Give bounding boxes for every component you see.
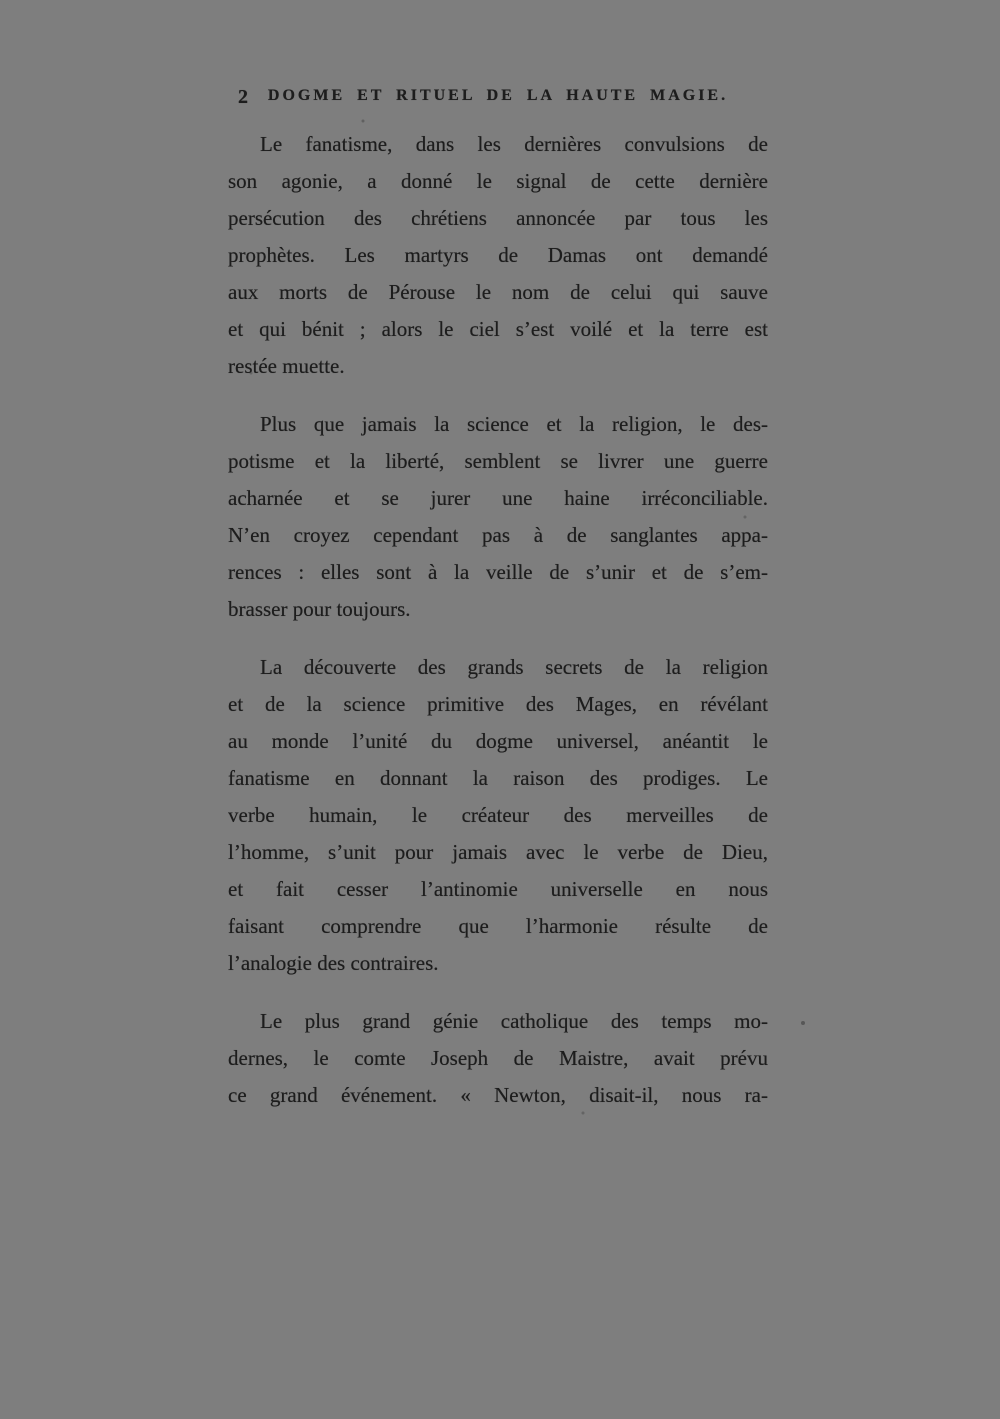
running-title: DOGME ET RITUEL DE LA HAUTE MAGIE. — [267, 87, 729, 104]
text-line: potisme et la liberté, semblent se livrer une guerre — [228, 449, 768, 473]
text-line: verbe humain, le créateur des merveilles de — [228, 803, 768, 827]
text-line: et fait cesser l’antinomie universelle en nous — [228, 877, 768, 901]
text-line: acharnée et se jurer une haine irréconciliable. — [228, 486, 768, 510]
text-line: brasser pour toujours. — [228, 597, 411, 621]
text-line: au monde l’unité du dogme universel, anéantit le — [228, 729, 768, 753]
text-line: Le fanatisme, dans les dernières convulsions de — [260, 132, 768, 156]
text-line: Le plus grand génie catholique des temps mo- — [260, 1009, 768, 1033]
text-line: et de la science primitive des Mages, en révélant — [228, 692, 768, 716]
text-line: aux morts de Pérouse le nom de celui qui sauve — [228, 280, 768, 304]
text-line: dernes, le comte Joseph de Maistre, avait prévu — [228, 1046, 768, 1070]
text-line: persécution des chrétiens annoncée par tous les — [228, 206, 768, 230]
page-header — [228, 84, 768, 112]
page-number: 2 — [238, 86, 248, 108]
body-text — [228, 126, 768, 1135]
text-line: La découverte des grands secrets de la religion — [260, 655, 768, 679]
text-line: fanatisme en donnant la raison des prodiges. Le — [228, 766, 768, 790]
text-line: faisant comprendre que l’harmonie résulte de — [228, 914, 768, 938]
text-line: N’en croyez cependant pas à de sanglantes appa- — [228, 523, 768, 547]
text-line: Plus que jamais la science et la religion, le des- — [260, 412, 768, 436]
text-line: ce grand événement. « Newton, disait-il, nous ra- — [228, 1083, 768, 1107]
text-line: son agonie, a donné le signal de cette dernière — [228, 169, 768, 193]
scan-noise-specks — [0, 0, 2, 2]
text-line: restée muette. — [228, 354, 345, 378]
text-line: l’analogie des contraires. — [228, 951, 439, 975]
text-line: rences : elles sont à la veille de s’unir et de s’em- — [228, 560, 768, 584]
text-line: l’homme, s’unit pour jamais avec le verbe de Dieu, — [228, 840, 768, 864]
text-line: et qui bénit ; alors le ciel s’est voilé et la terre est — [228, 317, 768, 341]
text-line: prophètes. Les martyrs de Damas ont demandé — [228, 243, 768, 267]
